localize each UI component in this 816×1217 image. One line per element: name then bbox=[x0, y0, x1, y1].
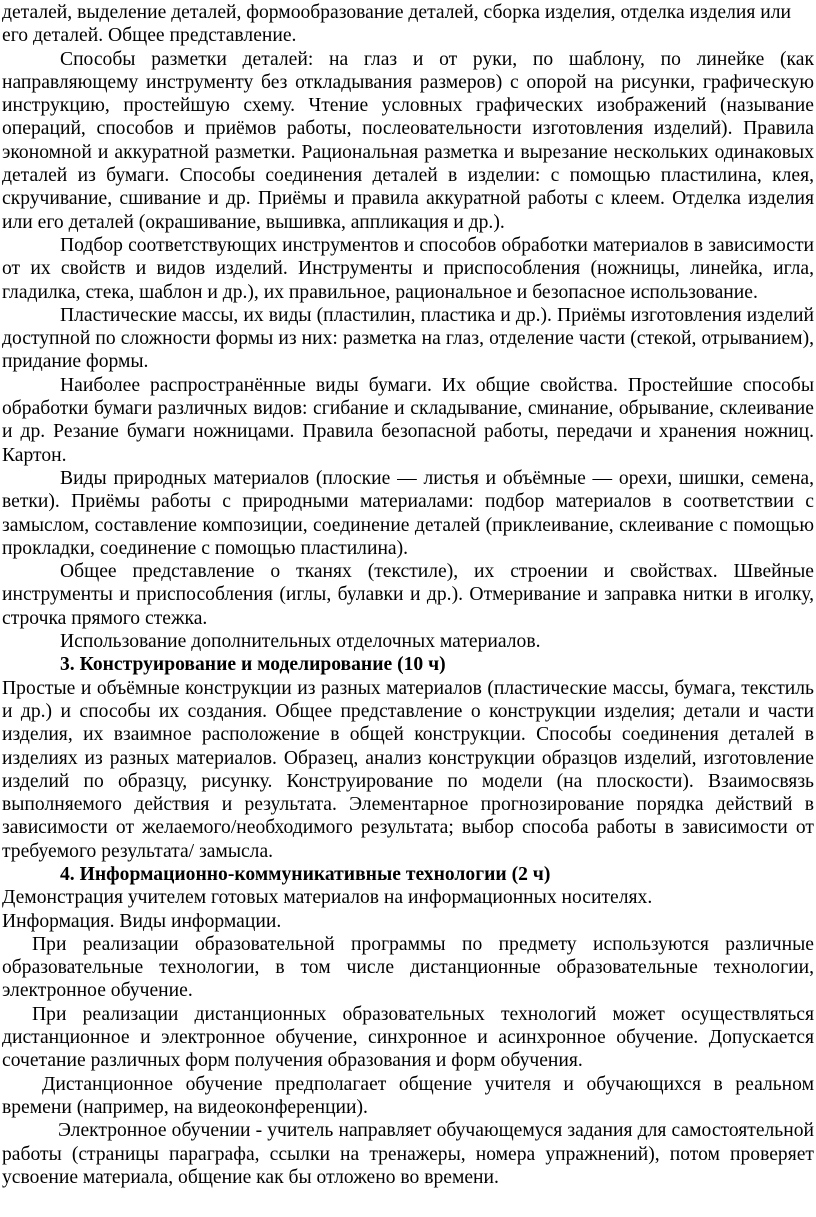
paragraph-construction: Простые и объёмные конструкции из разных материалов (пластические массы, бумага, текстиль и др.) и способы их создания. Общее представление о конструкции изделия; детали и части изделия, их взаимное расположение в общей конструкции. Способы соединения деталей в изделиях из разных материалов. Образец, анализ конструкции образцов изделий, изготовление изделий по образцу, рисунку. Конструирование по модели (на плоскости). Взаимосвязь выполняемого действия и результата. Элементарное прогнозирование порядка действий в зависимости от желаемого/необходимого результата; выбор способа работы в зависимости от требуемого результата/ замысла. bbox=[2, 677, 814, 862]
paragraph-marking-methods: Способы разметки деталей: на глаз и от руки, по шаблону, по линейке (как направляющему инструменту без откладывания размеров) с опорой на рисунки, графическую инструкцию, простейшую схему. Чтение условных графических изображений (называние операций, способов и приёмов работы, послеовательности изготовления изделий). Правила экономной и аккуратной разметки. Рациональная разметка и вырезание нескольких одинаковых деталей из бумаги. Способы соединения деталей в изделии: с помощью пластилина, клея, скручивание, сшивание и др. Приёмы и правила аккуратной работы с клеем. Отделка изделия или его деталей (окрашивание, вышивка, аппликация и др.). bbox=[2, 48, 814, 233]
paragraph-fabrics: Общее представление о тканях (текстиле), их строении и свойствах. Швейные инструменты и приспособления (иглы, булавки и др.). Отмеривание и заправка нитки в иголку, строчка прямого стежка. bbox=[2, 561, 814, 629]
section-heading-construction: 3. Конструирование и моделирование (10 ч) bbox=[60, 654, 446, 676]
paragraph-demonstration: Демонстрация учителем готовых материалов на информационных носителях. bbox=[2, 887, 653, 909]
paragraph-natural-materials: Виды природных материалов (плоские — листья и объёмные — орехи, шишки, семена, ветки). Приёмы работы с природными материалами: подбор материалов в соответствии с замыслом, составление композиции, соединение деталей (приклеивание, склеивание с помощью прокладки, соединение с помощью пластилина). bbox=[2, 467, 814, 559]
paragraph-information: Информация. Виды информации. bbox=[2, 910, 282, 932]
paragraph-continuation: деталей, выделение деталей, формообразование деталей, сборка изделия, отделка изделия или его деталей. Общее представление. bbox=[2, 2, 792, 47]
paragraph-distance-learning: Дистанционное обучение предполагает общение учителя и обучающихся в реальном времени (например, на видеоконференции). bbox=[2, 1073, 814, 1118]
paragraph-paper-types: Наиболее распространённые виды бумаги. Их общие свойства. Простейшие способы обработки бумаги различных видов: сгибание и складывание, сминание, обрывание, склеивание и др. Резание бумаги ножницами. Правила безопасной работы, передачи и хранения ножниц. Картон. bbox=[2, 374, 814, 466]
paragraph-plastic-masses: Пластические массы, их виды (пластилин, пластика и др.). Приёмы изготовления изделий доступной по сложности формы из них: разметка на глаз, отделение части (стекой, отрыванием), придание формы. bbox=[2, 304, 814, 373]
paragraph-tools-selection: Подбор соответствующих инструментов и способов обработки материалов в зависимости от их свойств и видов изделий. Инструменты и приспособления (ножницы, линейка, игла, гладилка, стека, шаблон и др.), их правильное, рациональное и безопасное использование. bbox=[2, 234, 814, 303]
paragraph-finishing-materials: Использование дополнительных отделочных материалов. bbox=[60, 631, 541, 653]
paragraph-distance-technologies: При реализации дистанционных образовательных технологий может осуществляться дистанционное и электронное обучение, синхронное и асинхронное обучение. Допускается сочетание различных форм получения образования и форм обучения. bbox=[2, 1003, 814, 1072]
paragraph-educational-technologies: При реализации образовательной программы по предмету используются различные образовательные технологии, в том числе дистанционные образовательные технологии, электронное обучение. bbox=[2, 933, 814, 1002]
paragraph-electronic-learning: Электронное обучении - учитель направляет обучающемуся задания для самостоятельной работы (страницы параграфа, ссылки на тренажеры, номера упражнений), потом проверяет усвоение материала, общение как бы отложено во времени. bbox=[2, 1120, 814, 1188]
document-page bbox=[2, 1, 814, 1189]
section-heading-ict: 4. Информационно-коммуникативные технологии (2 ч) bbox=[60, 863, 551, 885]
